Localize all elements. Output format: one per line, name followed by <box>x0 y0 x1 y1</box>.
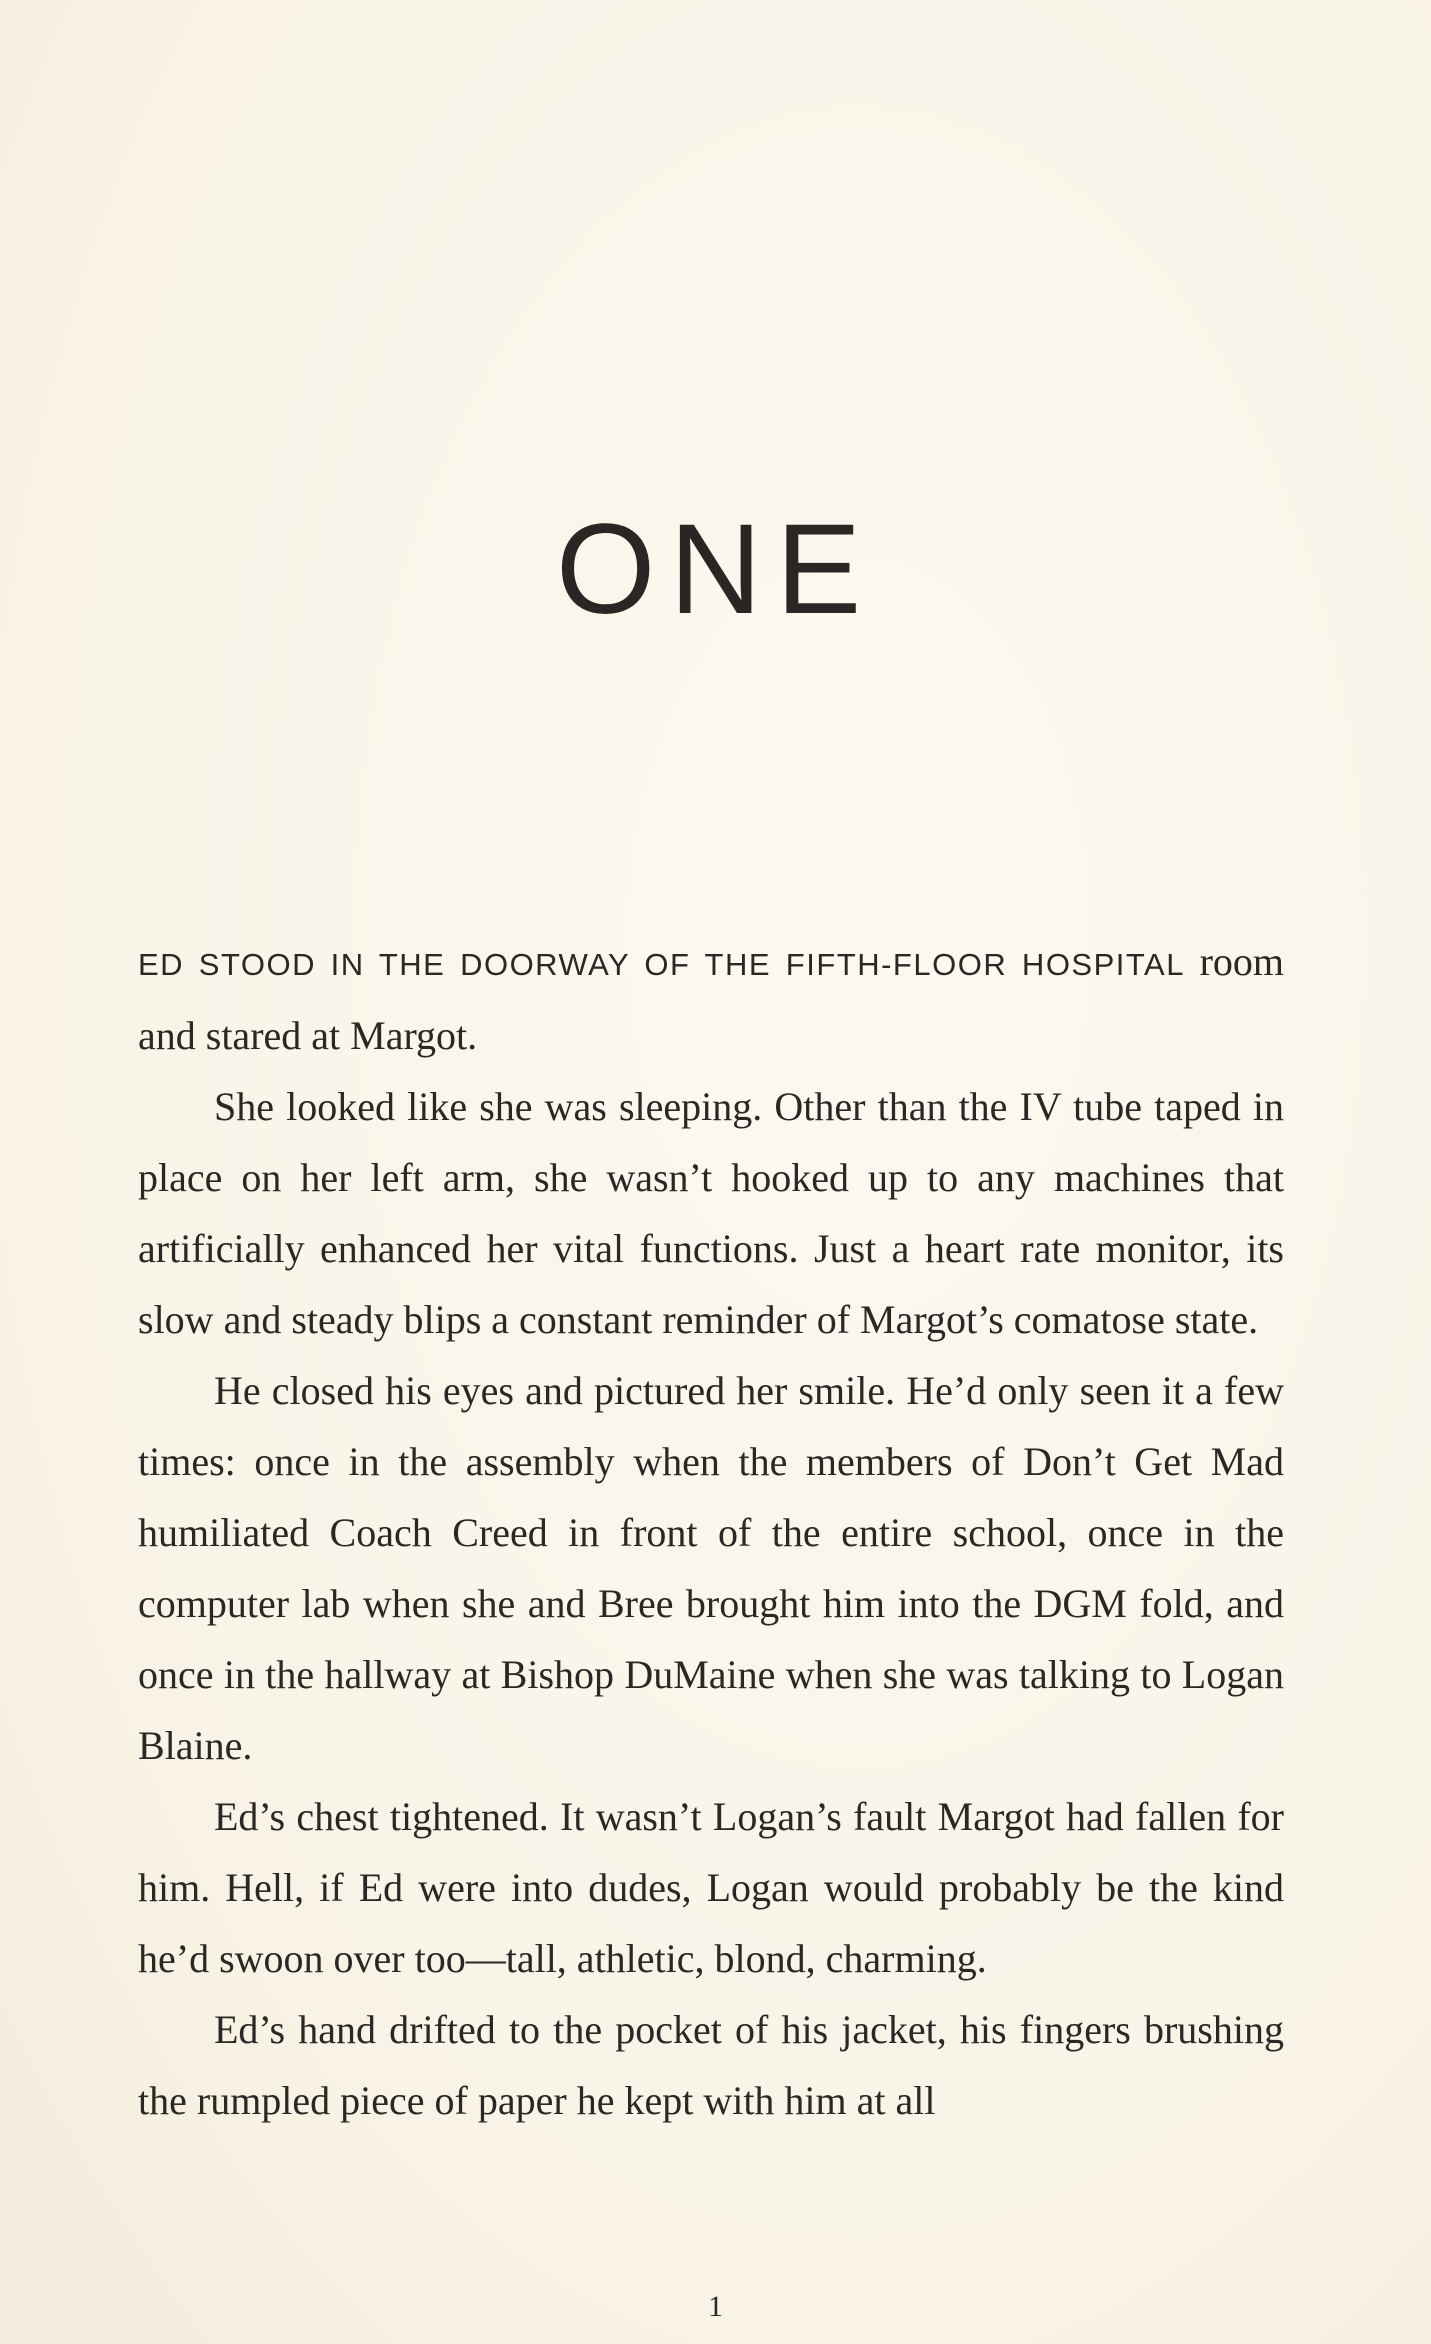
opening-small-caps: ED STOOD IN THE DOORWAY OF THE FIFTH-FLOOR HOSPITAL <box>138 947 1185 982</box>
paragraph-3: He closed his eyes and pictured her smile. He’d only seen it a few times: once in the assembly when the members of Don’t Get Mad humiliated Coach Creed in front of the entire school, once in the computer lab when she and Bree brought him into the DGM fold, and once in the hallway at Bishop DuMaine when she was talking to Logan Blaine. <box>138 1368 1284 1768</box>
paragraph-5: Ed’s hand drifted to the pocket of his jacket, his fingers brushing the rumpled piece of paper he kept with him at all <box>138 2007 1284 2123</box>
paragraph-text: room and stared at Margot. <box>138 939 1284 1058</box>
paragraph-4: Ed’s chest tightened. It wasn’t Logan’s fault Margot had fallen for him. Hell, if Ed were into dudes, Logan would probably be the kind he’d swoon over too—tall, athletic, blond, charming. <box>138 1794 1284 1981</box>
paragraph-2: She looked like she was sleeping. Other than the IV tube taped in place on her left arm, she wasn’t hooked up to any machines that artificially enhanced her vital functions. Just a heart rate monitor, its slow and steady blips a constant reminder of Margot’s comatose state. <box>138 1084 1284 1342</box>
paragraph-1 <box>138 926 1284 1071</box>
chapter-title: ONE <box>555 497 876 641</box>
page-number: 1 <box>708 2290 723 2323</box>
chapter-body <box>138 926 1284 2136</box>
